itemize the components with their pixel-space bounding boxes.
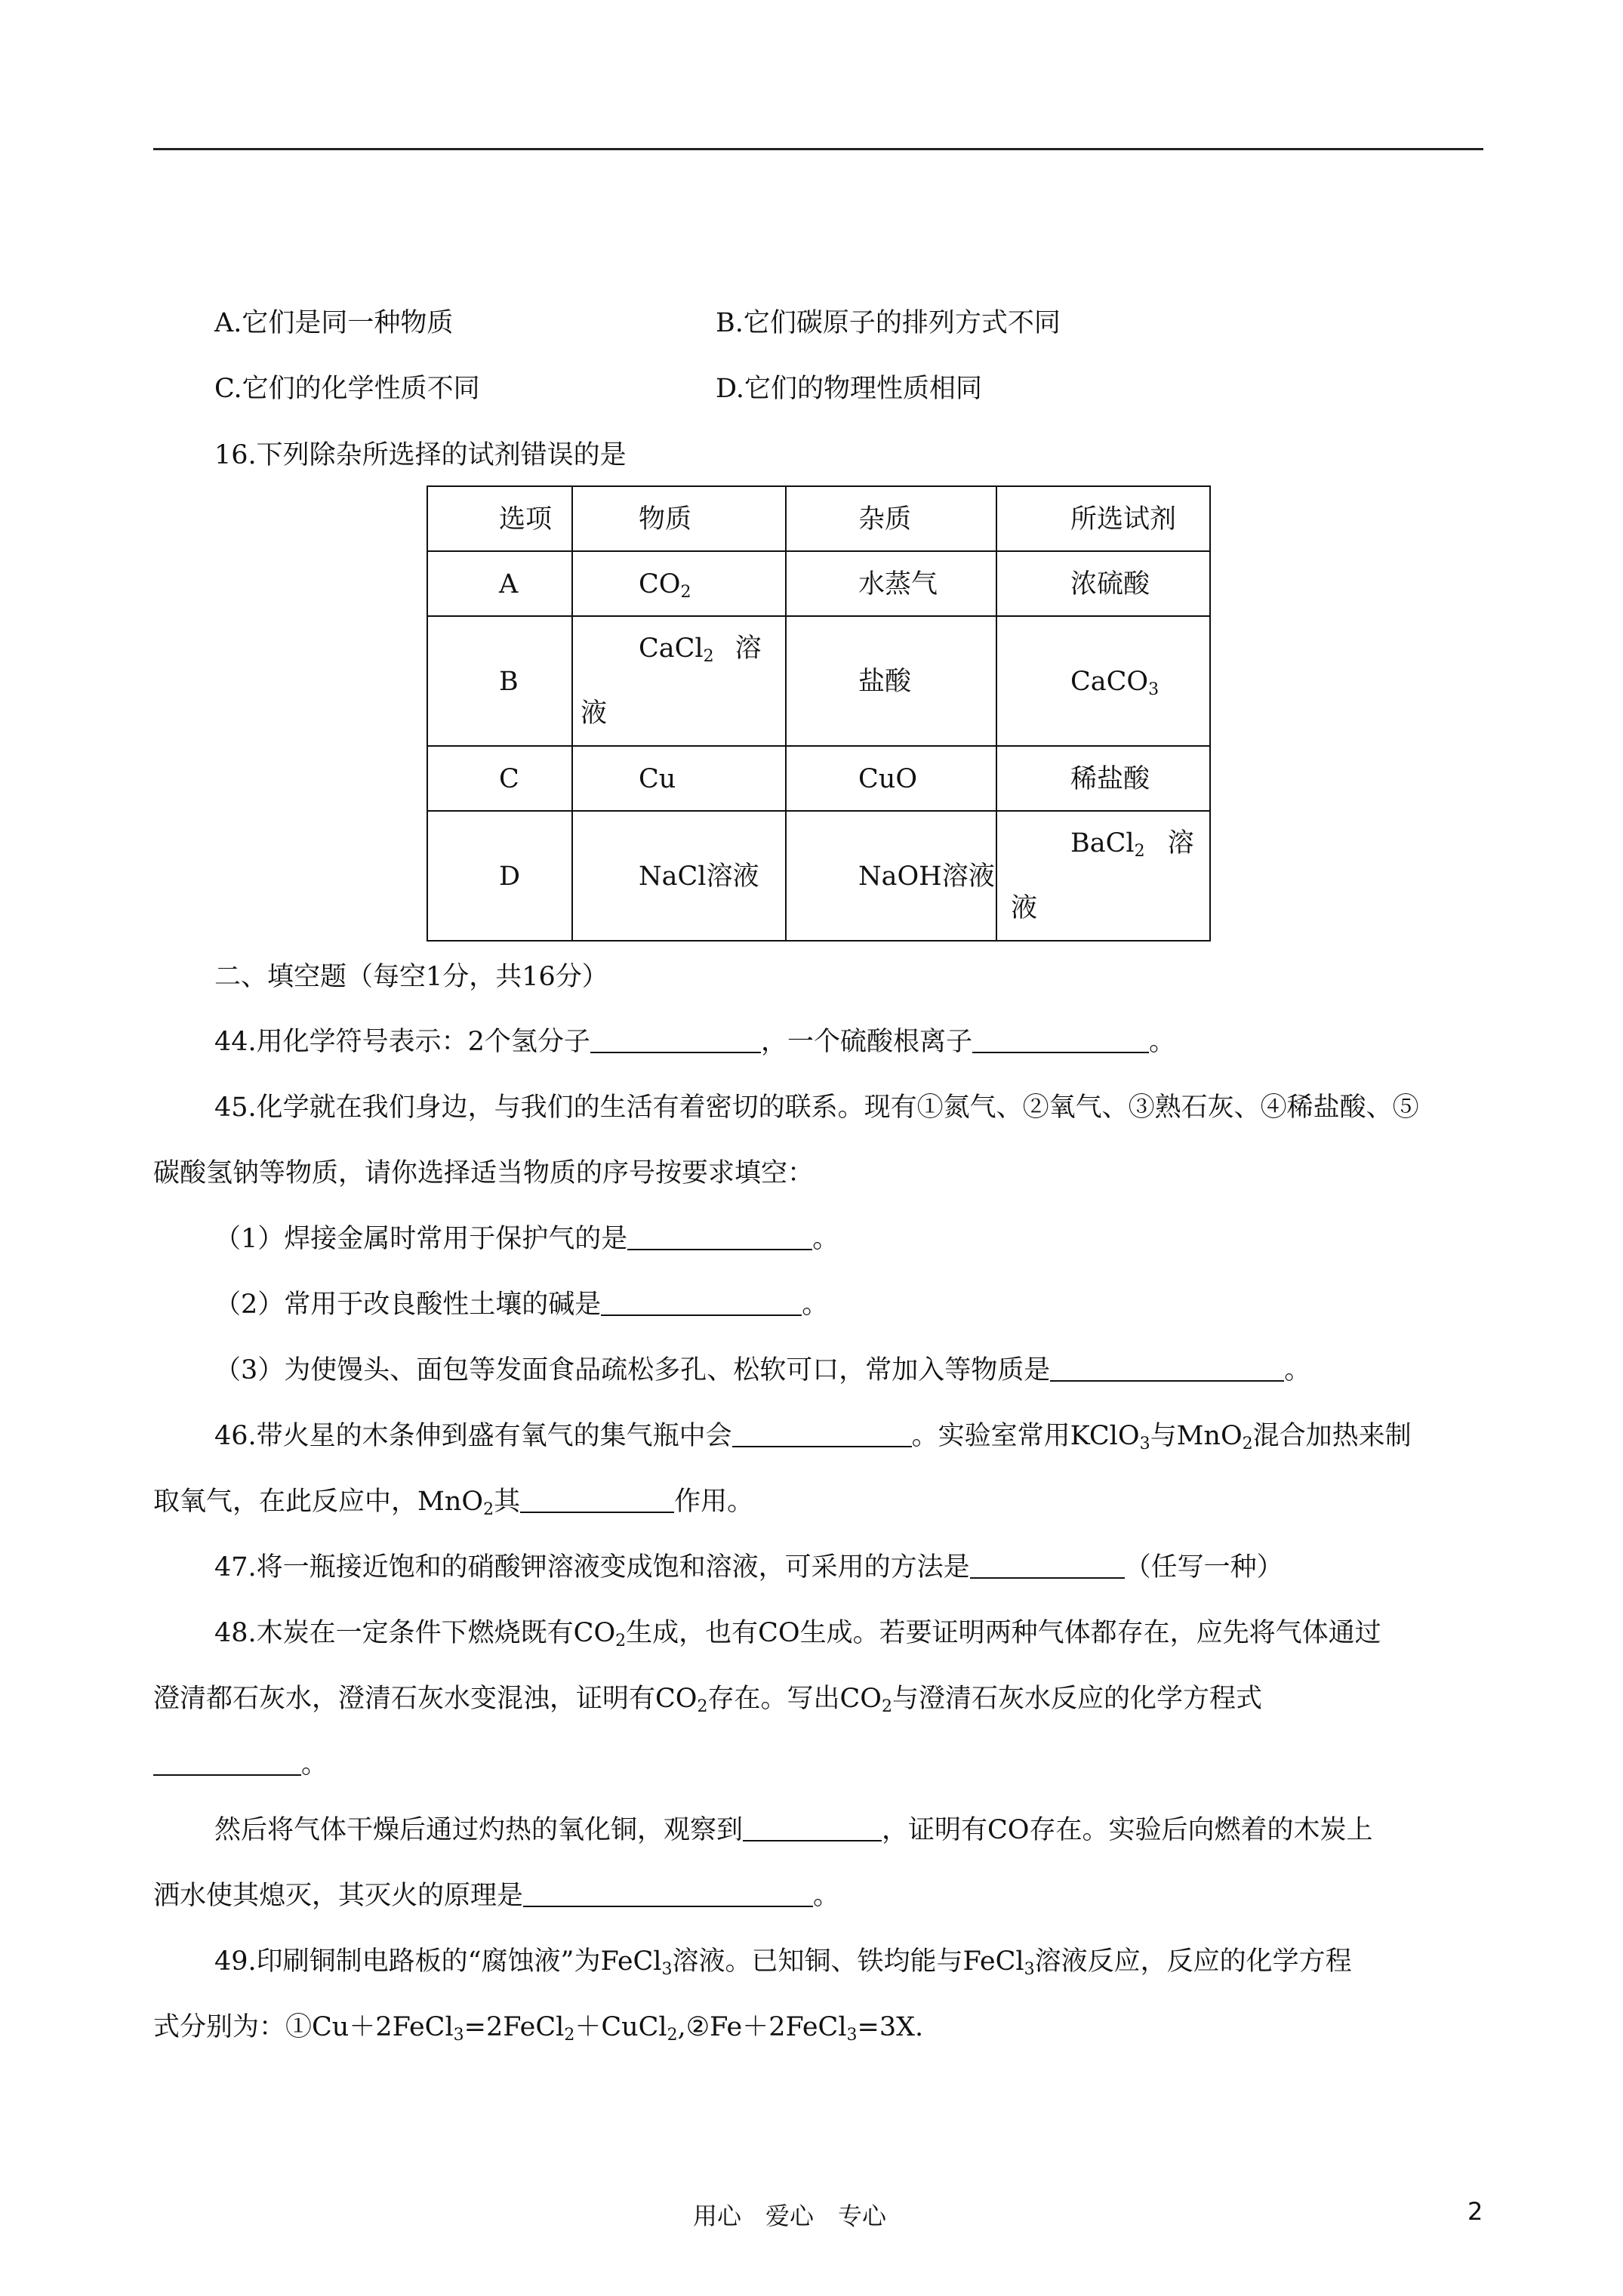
q44-blank-2[interactable] bbox=[972, 1029, 1149, 1053]
q15-option-a: A.它们是同一种物质 bbox=[214, 308, 454, 338]
q45-line1: 45.化学就在我们身边，与我们的生活有着密切的联系。现有①氮气、②氧气、③熟石灰、④稀盐酸、⑤ bbox=[214, 1093, 1419, 1123]
table-row: D NaCl溶液 NaOH溶液 BaCl$_2$ 溶 液 bbox=[427, 811, 1210, 941]
q48-blank-2[interactable] bbox=[743, 1817, 882, 1841]
q46-blank-2[interactable] bbox=[520, 1489, 674, 1513]
row-d-reagent: BaCl$_2$ 溶 bbox=[1070, 828, 1194, 861]
row-a-reagent: 浓硫酸 bbox=[1070, 569, 1150, 599]
q45-blank-3[interactable] bbox=[1050, 1358, 1284, 1382]
row-d-substance: NaCl溶液 bbox=[639, 861, 759, 892]
q15-option-b: B.它们碳原子的排列方式不同 bbox=[716, 308, 1061, 338]
row-c-impurity: CuO bbox=[858, 764, 918, 794]
table-row bbox=[427, 551, 1210, 616]
row-a-impurity: 水蒸气 bbox=[858, 569, 938, 599]
q48-line5: 洒水使其熄灭，其灭火的原理是 。 bbox=[153, 1881, 840, 1911]
q44-blank-1[interactable] bbox=[590, 1029, 761, 1053]
q45-blank-1[interactable] bbox=[627, 1226, 812, 1250]
row-b-reagent: CaCO$_3$ bbox=[1070, 667, 1160, 699]
q48-blank-1[interactable] bbox=[153, 1752, 301, 1776]
row-d-option: D bbox=[499, 861, 521, 892]
q44: 44.用化学符号表示：2个氢分子 ，一个硫酸根离子 。 bbox=[214, 1027, 1175, 1057]
header-reagent: 所选试剂 bbox=[1070, 504, 1177, 535]
header-rule bbox=[153, 148, 1483, 150]
q48-blank-3[interactable] bbox=[523, 1883, 813, 1907]
page-number: 2 bbox=[1467, 2197, 1483, 2226]
row-c-option: C bbox=[499, 764, 519, 794]
row-a-option: A bbox=[499, 569, 519, 599]
table-header-row bbox=[427, 486, 1210, 551]
q45-part1: （1）焊接金属时常用于保护气的是 。 bbox=[214, 1224, 839, 1254]
q15-option-c: C.它们的化学性质不同 bbox=[214, 374, 480, 404]
row-b-impurity: 盐酸 bbox=[858, 667, 912, 697]
section2-title: 二、填空题（每空1分，共16分） bbox=[214, 962, 608, 992]
header-option: 选项 bbox=[499, 504, 553, 535]
q47: 47.将一瓶接近饱和的硝酸钾溶液变成饱和溶液，可采用的方法是 （任写一种） bbox=[214, 1552, 1283, 1583]
footer-motto: 用心 爱心 专心 bbox=[693, 2202, 887, 2230]
q48-line2: 澄清都石灰水，澄清石灰水变混浊，证明有$CO_2$存在。写出$CO_2$与澄清石灰水反应的化学方程式 bbox=[153, 1684, 1262, 1716]
row-c-reagent: 稀盐酸 bbox=[1070, 764, 1150, 794]
q45-part2: （2）常用于改良酸性土壤的碱是 。 bbox=[214, 1290, 829, 1320]
q45-line2: 碳酸氢钠等物质，请你选择适当物质的序号按要求填空： bbox=[153, 1158, 815, 1188]
q47-blank[interactable] bbox=[970, 1555, 1125, 1579]
header-substance: 物质 bbox=[639, 504, 692, 535]
row-c-substance: Cu bbox=[639, 764, 676, 794]
table-row bbox=[427, 746, 1210, 811]
q45-part3: （3）为使馒头、面包等发面食品疏松多孔、松软可口，常加入等物质是 。 bbox=[214, 1355, 1311, 1385]
row-a-substance: $CO_2$ bbox=[639, 569, 691, 602]
q46-line2: 取氧气，在此反应中，MnO$_2$其 作用。 bbox=[153, 1487, 754, 1519]
q45-blank-2[interactable] bbox=[601, 1292, 802, 1316]
q48-line3: 。 bbox=[153, 1748, 328, 1781]
row-b-option: B bbox=[499, 667, 519, 697]
q16-stem: 16.下列除杂所选择的试剂错误的是 bbox=[214, 440, 627, 470]
q49-line2: 式分别为：①Cu＋2FeCl$_3$=2FeCl$_2$＋CuCl$_2$,②Fe＋2FeCl$_3$=3X. bbox=[153, 2012, 924, 2045]
q46-line1: 46.带火星的木条伸到盛有氧气的集气瓶中会 。实验室常用KClO$_3$与MnO$_2$混合加热来制 bbox=[214, 1421, 1412, 1453]
table-row: B CaCl$_2$ 溶 液 盐酸 CaCO$_3$ bbox=[427, 616, 1210, 746]
q46-blank-1[interactable] bbox=[732, 1423, 912, 1447]
row-d-impurity: NaOH溶液 bbox=[858, 861, 995, 892]
q49-line1: 49.印刷铜制电路板的“腐蚀液”为FeCl$_3$溶液。已知铜、铁均能与FeCl$_3$溶液反应，反应的化学方程 bbox=[214, 1946, 1352, 1979]
header-impurity: 杂质 bbox=[858, 504, 912, 535]
q48-line4: 然后将气体干燥后通过灼热的氧化铜，观察到 ，证明有CO存在。实验后向燃着的木炭上 bbox=[214, 1815, 1373, 1845]
q15-option-d: D.它们的物理性质相同 bbox=[716, 374, 982, 404]
q48-line1: 48.木炭在一定条件下燃烧既有$CO_2$生成，也有CO生成。若要证明两种气体都存在，应先将气体通过 bbox=[214, 1618, 1381, 1650]
q16-table bbox=[427, 485, 1211, 942]
row-b-substance: CaCl$_2$ 溶 bbox=[639, 633, 762, 666]
